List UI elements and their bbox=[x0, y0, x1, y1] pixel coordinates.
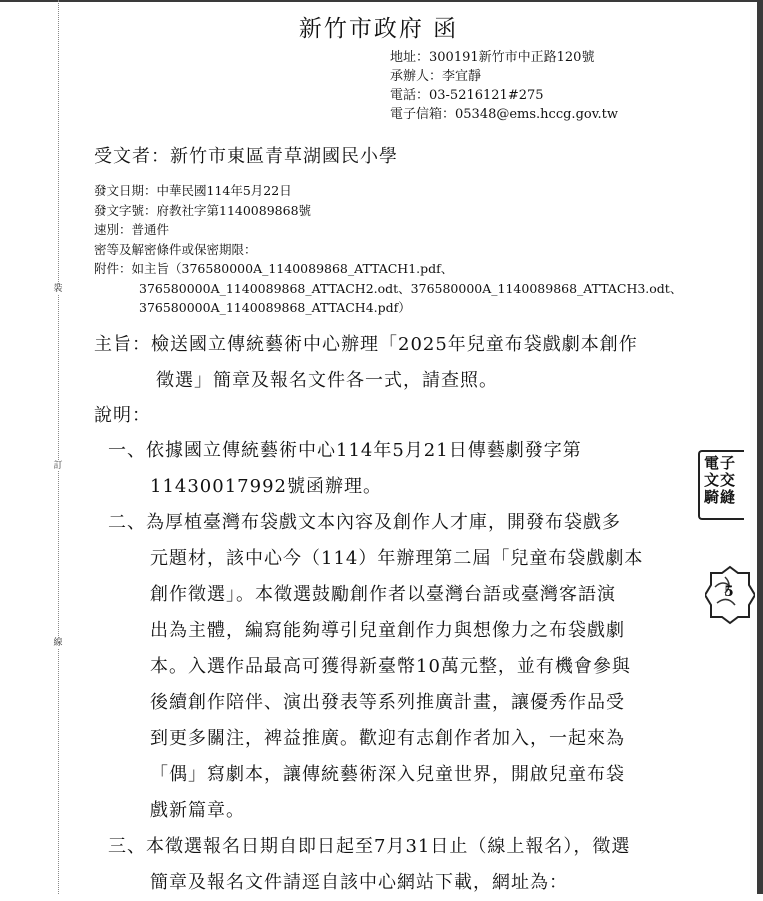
binding-line bbox=[58, 0, 59, 894]
item-line: 三、本徵選報名日期自即日起至7月31日止（線上報名），徵選 bbox=[108, 836, 631, 857]
binding-mark-zhuang: 裝 bbox=[53, 284, 63, 294]
document-title: 新竹市政府 函 bbox=[298, 16, 459, 42]
speed-class: 速別：普通件 bbox=[94, 222, 170, 237]
binding-mark-ding: 訂 bbox=[53, 461, 63, 471]
contact-phone: 電話：03-5216121#275 bbox=[390, 88, 544, 103]
item-line: 後續創作陪伴、演出發表等系列推廣計畫，讓優秀作品受 bbox=[150, 692, 625, 713]
attachments-line-2: 376580000A_1140089868_ATTACH2.odt、376580000A_1140089868_ATTACH3.odt、 bbox=[139, 280, 683, 296]
electronic-seam-stamp bbox=[698, 450, 744, 520]
item-line: 戲新篇章。 bbox=[150, 800, 245, 821]
meta-block bbox=[94, 181, 682, 318]
explanation-item-1 bbox=[108, 433, 708, 505]
attachments-line-1: 附件：如主旨（376580000A_1140089868_ATTACH1.pdf、 bbox=[94, 261, 454, 276]
subject-line: 主旨：檢送國立傳統藝術中心辦理「2025年兒童布袋戲劇本創作 bbox=[94, 334, 638, 355]
contact-handler: 承辦人：李宜靜 bbox=[390, 69, 482, 84]
explanation-item-2 bbox=[108, 505, 708, 829]
subject-block bbox=[94, 327, 694, 399]
recipient: 受文者：新竹市東區青草湖國民小學 bbox=[94, 146, 398, 167]
item-line: 創作徵選」。本徵選鼓勵創作者以臺灣台語或臺灣客語演 bbox=[150, 584, 616, 605]
issue-number: 發文字號：府教社字第1140089868號 bbox=[94, 202, 312, 218]
item-line: 本。入選作品最高可獲得新臺幣10萬元整，並有機會參與 bbox=[150, 656, 631, 677]
item-line: 出為主體，編寫能夠導引兒童創作力與想像力之布袋戲劇 bbox=[150, 620, 625, 641]
item-line: 元題材，該中心今（114）年辦理第二屆「兒童布袋戲劇本 bbox=[150, 548, 644, 569]
window-right-border bbox=[757, 0, 763, 894]
issue-date: 發文日期：中華民國114年5月22日 bbox=[94, 183, 292, 198]
contact-address: 地址：300191新竹市中正路120號 bbox=[390, 50, 595, 65]
item-line: 到更多關注，裨益推廣。歡迎有志創作者加入，一起來為 bbox=[150, 728, 625, 749]
item-line: 「偶」寫劇本，讓傳統藝術深入兒童世界，開啟兒童布袋 bbox=[150, 764, 625, 785]
contact-block bbox=[390, 48, 618, 124]
item-line: 簡章及報名文件請逕自該中心網站下載，網址為： bbox=[150, 872, 568, 893]
window-top-border bbox=[0, 0, 763, 2]
seal-number: 5 bbox=[724, 584, 734, 600]
explanation-label: 說明： bbox=[94, 405, 151, 426]
item-line: 二、為厚植臺灣布袋戲文本內容及創作人才庫，開發布袋戲多 bbox=[108, 512, 621, 533]
contact-email: 電子信箱：05348@ems.hccg.gov.tw bbox=[390, 107, 619, 122]
item-line: 11430017992號函辦理。 bbox=[150, 476, 382, 497]
explanation-item-3 bbox=[108, 829, 708, 901]
binding-mark-xian: 線 bbox=[53, 638, 63, 648]
item-line: 一、依據國立傳統藝術中心114年5月21日傳藝劇發字第 bbox=[108, 440, 582, 461]
stamp-row: 文交 bbox=[704, 471, 737, 489]
secrecy-level: 密等及解密條件或保密期限： bbox=[94, 241, 257, 257]
stamp-row: 騎縫 bbox=[704, 488, 737, 506]
stamp-row: 電子 bbox=[704, 454, 737, 472]
attachments-line-3: 376580000A_1140089868_ATTACH4.pdf） bbox=[139, 300, 411, 315]
subject-line: 徵選」簡章及報名文件各一式，請查照。 bbox=[156, 370, 498, 391]
